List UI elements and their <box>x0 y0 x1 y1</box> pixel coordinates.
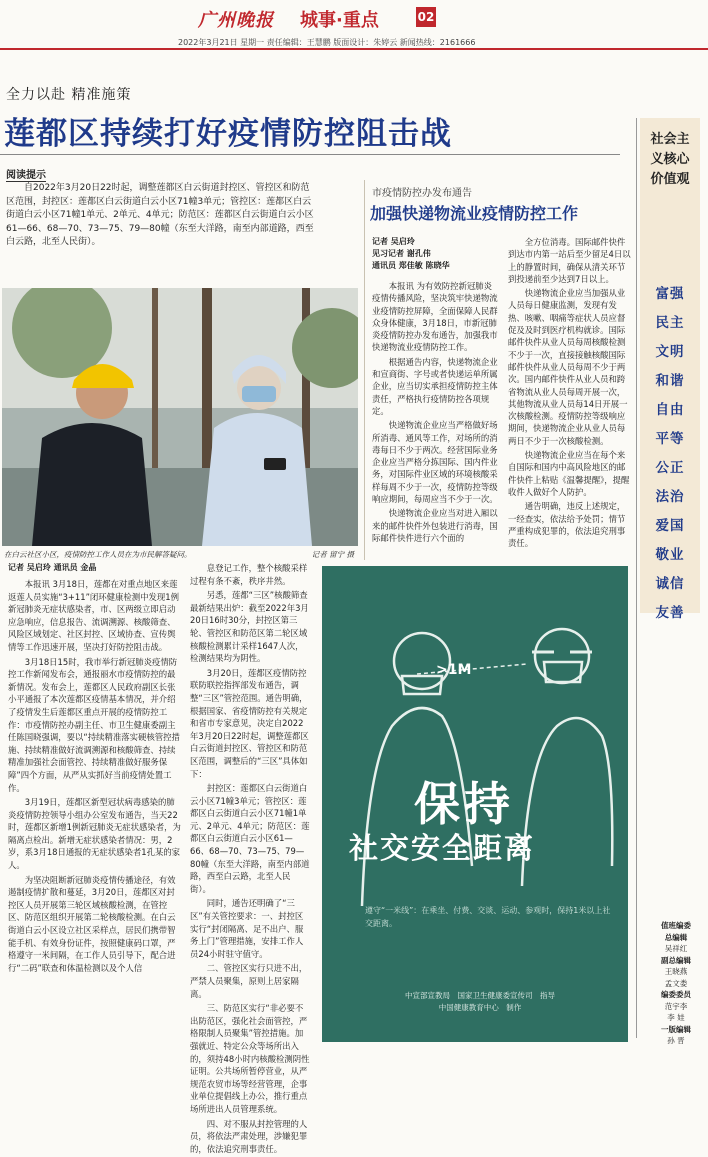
paragraph: 通告明确，违反上述规定，一经查实，依法给予处罚；情节严重构成犯罪的，依法追究刑事责任。 <box>508 501 626 549</box>
value-item: 和谐 <box>655 373 685 389</box>
credit-label: 值班编委 <box>661 921 691 930</box>
masthead-info: 2022年3月21日 星期一 责任编辑：王慧鹏 版面设计：朱婷云 新闻热线：2161666 <box>178 38 476 47</box>
poster-footer-line: 中国健康教育中心 制作 <box>438 1003 522 1012</box>
bulletin-reporter-line: 通讯员 郑佳敏 陈晓华 <box>372 261 450 270</box>
headline: 莲都区持续打好疫情防控阻击战 <box>4 116 452 152</box>
paragraph: 3月20日，莲都区疫情防控联防联控指挥部发布通告，调整“三区”管控范围。通告明确，根据国家、省疫情防控有关规定和省市专家意见，决定自2022年3月20日22时起，调整莲都区白云街道封控区、管控区和防范区范围，调整后的“三区”具体如下： <box>190 667 309 779</box>
distance-label: >1M <box>436 662 472 678</box>
reading-tip-text: 自2022年3月20日22时起，调整莲都区白云街道封控区、管控区和防范区范围，封控区：莲都区白云街道白云小区71幢3单元；管控区：莲都区白云街道白云小区71幢1单元、2单元、4单元；防范区：莲都区白云街道白云小区61—66、68—70、73—75、79—80幢（东至大洋路，南至内部道路，西至白云路，北至人民街）。 <box>6 183 314 247</box>
article-reporters: 记者 吴启玲 通讯员 金晶 <box>8 563 97 572</box>
paragraph: 全方位消毒。国际邮件快件到达市内第一站后至少留足4日以上的静置时间，确保从清关环节到投递前至少达到7日以上。 <box>508 237 631 284</box>
value-item: 平等 <box>655 431 685 447</box>
credit-label: 副总编辑 <box>661 955 691 965</box>
value-item: 文明 <box>655 344 685 360</box>
paragraph: 快递物流企业应当对进入厢以来的邮件快件外包装进行消毒，国际邮件快件进行六个面的 <box>372 508 498 543</box>
value-item: 爱国 <box>655 518 685 534</box>
credit-name: 范宇李 <box>664 1001 688 1011</box>
photo-caption: 在白云社区小区，疫情防控工作人员在为市民解答疑问。 <box>4 550 192 559</box>
editorial-credits <box>648 920 704 1047</box>
paragraph: 二、管控区实行只进不出，严禁人员聚集，原则上居家隔离。 <box>190 963 308 999</box>
bulletin-reporter-line: 见习记者 谢孔伟 <box>372 249 431 258</box>
bulletin-column-1 <box>372 280 500 546</box>
values-list <box>648 282 692 630</box>
paragraph: 同时，通告还明确了“三区”有关管控要求：一、封控区实行“封闭隔离、足不出户、服务上门”管理措施，安排工作人员24小时驻守值守。 <box>190 898 304 959</box>
value-item: 自由 <box>655 402 685 418</box>
bulletin-column-2 <box>508 236 633 551</box>
headline-kicker: 全力以赴 精准施策 <box>6 87 132 103</box>
value-item: 诚信 <box>655 576 685 592</box>
credit-name: 孙 晋 <box>667 1036 685 1045</box>
value-item: 公正 <box>655 460 685 476</box>
masthead-rule <box>0 48 708 50</box>
headline-divider <box>0 154 620 155</box>
paragraph: 为坚决阻断新冠肺炎疫情传播途径，有效遏制疫情扩散和蔓延，3月20日，莲都区对封控区人员开展第三轮区域核酸检测，在管控区、防范区组织开展第二轮核酸检测。在白云街道白云小区设立社区采样点，居民们携带智能手机、有效身份证件，按照健康码口罩，严格遵守一米间隔，在工作人员引导下，配合进行“二码”联查和体温检测以及个人信 <box>8 874 176 973</box>
paragraph: 三、防范区实行“非必要不出防范区，强化社会面管控，严格限制人员聚集”管控措施。加强就近、特定公众等场所出入的，须持48小时内核酸检测阴性证明。公共场所暂停营业，从严规范农贸市场等经营管理，企事业单位提倡线上办公，推行重点场所进出人员管理系统。 <box>190 1003 310 1114</box>
values-title: 社会主义核心价值观 <box>650 132 690 187</box>
poster-footer-line: 中宣部宣教局 国家卫生健康委宣传司 指导 <box>405 991 555 1000</box>
credit-label: 总编辑 <box>664 932 688 942</box>
section-title: 城事·重点 <box>300 10 379 31</box>
article-column-1 <box>8 578 182 976</box>
paragraph: 根据通告内容，快递物流企业和宣商街、字号或者快递运单所属企业，应当切实承担疫情防控主体责任，严格执行疫情防控各项规定。 <box>372 356 498 416</box>
paragraph: 四、对不服从封控管理的人员，将依法严肃处理，涉嫌犯罪的，依法追究刑事责任。 <box>190 1118 308 1154</box>
poster-sub-text: 社交安全距离 <box>349 831 536 865</box>
value-item: 友善 <box>655 605 685 621</box>
paragraph: 快递物流企业应当加强从业人员每日健康监测，发现有发热、咳嗽、咽痛等症状人员应督促及及时到医疗机构就诊。国际邮件快件从业人员每周核酸检测不少于一次，直接接触核酸国际邮件快件从业人员每周不少于两次。国内邮件快件从业人员和跨省物流从业人员每周开展一次，其他物流从业人员每14日开展一次核酸检测。疫情防控等级响应期间，快递物流企业从业人员每两日不少于一次核酸检测。 <box>508 288 628 446</box>
value-item: 民主 <box>655 315 685 331</box>
paper-name: 广州晚报 <box>198 10 274 31</box>
bulletin-divider <box>364 180 365 560</box>
paragraph: 本报讯 为有效防控新冠肺炎疫情传播风险，坚决筑牢快递物流业疫情防控屏障，全面保障人民群众身体健康，3月18日，市新冠肺炎疫情防控办发布通告，加强我市快递物流业疫情防控工作。 <box>372 281 498 353</box>
bulletin-kicker: 市疫情防控办发布通告 <box>372 188 472 199</box>
poster-footer <box>330 990 630 1014</box>
credit-name: 吴祥红 <box>664 944 688 953</box>
paragraph: 3月19日，莲都区新型冠状病毒感染的肺炎疫情防控领导小组办公室发布通告，当天22时，莲都区新增1例新冠肺炎无症状感染者，为隔离点检出。新增无症状感染者情况：男，2岁，系3月18日通报的无症状感染者1孔某的家人。 <box>8 797 181 871</box>
paragraph: 封控区：莲都区白云街道白云小区71幢3单元；管控区：莲都区白云街道白云小区71幢1单元、2单元、4单元；防范区：莲都区白云街道白云小区61—66、68—70、73—75、79—80幢（东至大洋路，南至内部道路，西至白云路，北至人民街）。 <box>190 783 310 894</box>
article-column-2 <box>190 562 310 1157</box>
value-item: 富强 <box>655 286 685 302</box>
bulletin-reporter-line: 记者 吴启玲 <box>372 237 415 246</box>
bulletin-reporters <box>372 236 502 272</box>
right-column-divider <box>636 118 637 1038</box>
reading-tip-label: 阅读提示 <box>6 166 46 182</box>
credit-label: 一版编辑 <box>661 1024 691 1034</box>
value-item: 敬业 <box>655 547 685 563</box>
news-photo <box>2 288 358 546</box>
paragraph: 息登记工作，整个核酸采样过程有条不紊，秩序井然。 <box>190 563 308 586</box>
credit-name: 李 娃 <box>667 1013 685 1022</box>
paragraph: 本报讯 3月18日，莲都在对重点地区来莲返莲人员实施“3+11”闭环健康检测中发现1例新冠肺炎无症状感染者，市、区两级立即启动应急响应，信息报告、流调溯源、核酸筛查、风险区域划定、社区封控、区域协查、宣传舆情等工作迅速开展，坚决打好防控阻击战。 <box>8 579 180 652</box>
poster-main-text: 保持 <box>414 777 514 831</box>
paragraph: 另悉，莲都“三区”核酸筛查最新结果出炉：截至2022年3月20日16时30分，封控区第三轮、管控区和防范区第二轮区域核酸检测累计采样1647人次，检测结果均为阴性。 <box>190 590 309 664</box>
bulletin-title: 加强快递物流业疫情防控工作 <box>370 204 579 223</box>
photo-caption-row <box>4 549 360 560</box>
paragraph: 快递物流企业应当严格做好场所消毒、通风等工作，对场所的消毒每日不少于两次。经营国际业务企业应当严格分拣国际、国内件业务，对国际件业区域的环境核酸采样每周不少于一次，疫情防控等级响应期间，每周应当不少于一次。 <box>372 420 498 505</box>
page-number: 02 <box>416 7 436 27</box>
photo-credit: 记者 留宁 摄 <box>311 550 354 559</box>
paragraph: 快递物流企业应当在每个来自国际和国内中高风险地区的邮件快件上粘贴《温馨提醒》，提醒收件人做好个人防护。 <box>508 450 630 497</box>
poster-small-text: 遵守“一米线”：在乘坐、付费、交谈、运动、参观时，保持1米以上社交距离。 <box>365 906 611 928</box>
credit-label: 编委委员 <box>661 990 691 999</box>
credit-name: 王晓燕 <box>664 967 688 976</box>
credit-name: 孟文娄 <box>664 978 688 988</box>
masthead <box>0 0 708 50</box>
value-item: 法治 <box>655 489 685 505</box>
paragraph: 3月18日15时，我市举行新冠肺炎疫情防控工作新闻发布会，通报丽水市疫情防控的最新情况。发布会上，莲都区人民政府副区长张小平通报了本次莲都区疫情基本情况，并介绍了疫情发生后莲都区重点开展的疫情防控工作：市疫情防控办副主任、市卫生健康委副主任陈国晓强调，要以“持续精准落实硬核管控措施、持续精准做好流调溯源和核酸筛查、持续精准加强社会面管控、持续精准做好服务保障”四个方面，从严从实抓好当前疫情处置工作。 <box>8 656 180 793</box>
